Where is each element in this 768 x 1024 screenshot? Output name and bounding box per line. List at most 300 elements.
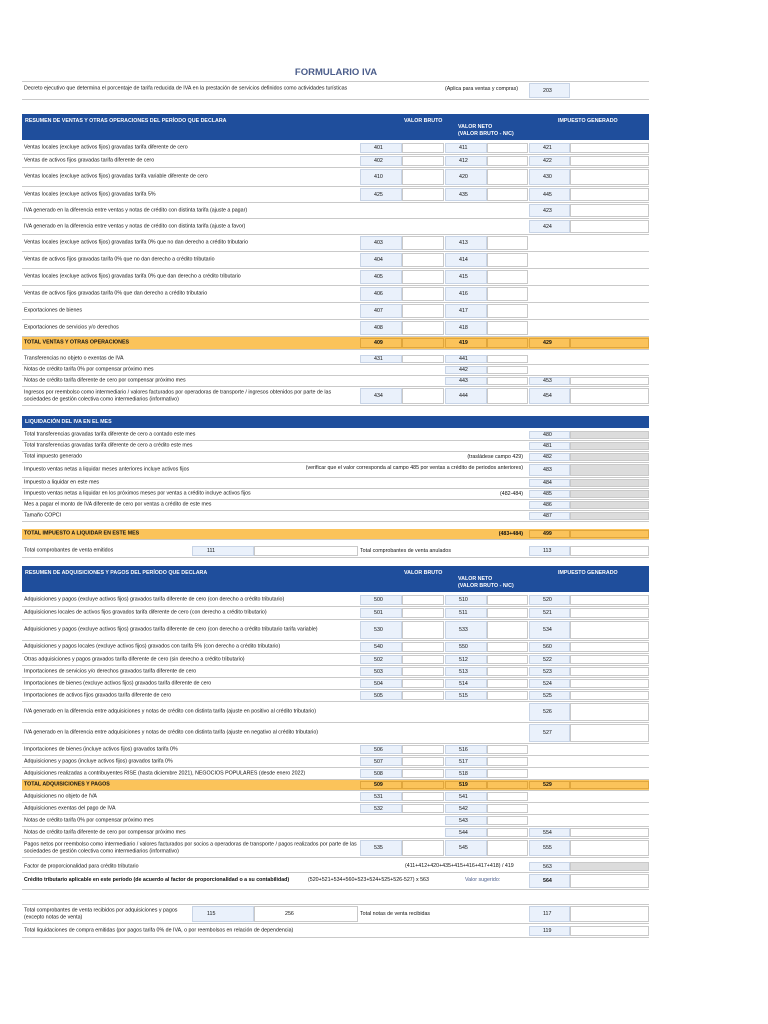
field-119[interactable]: 119 bbox=[529, 926, 570, 936]
field-422-value[interactable] bbox=[570, 156, 649, 166]
liq-row bbox=[22, 463, 649, 478]
row-label: Adquisiciones exentas del pago de IVA bbox=[24, 805, 116, 812]
field-409[interactable]: 409 bbox=[360, 338, 402, 348]
liquidaciones-compra-label: Total liquidaciones de compra emitidas (por pagos tarifa 0% de IVA, o por reembolsos en relación de dependencia) bbox=[24, 927, 294, 934]
field-529[interactable]: 529 bbox=[529, 781, 570, 789]
field-512-value[interactable] bbox=[487, 655, 528, 664]
field-514[interactable]: 514 bbox=[445, 679, 487, 688]
decreto-note: (Aplica para ventas y compras) bbox=[445, 86, 519, 92]
field-554[interactable]: 554 bbox=[529, 828, 570, 837]
row-label: Impuesto a liquidar en este mes bbox=[24, 479, 100, 486]
row-label: Total impuesto generado bbox=[24, 453, 83, 460]
liq-row bbox=[22, 441, 649, 452]
field-519[interactable]: 519 bbox=[445, 781, 487, 789]
field-408[interactable]: 408 bbox=[360, 321, 402, 335]
field-443[interactable]: 443 bbox=[445, 377, 487, 385]
field-402-value[interactable] bbox=[402, 156, 444, 166]
field-543[interactable]: 543 bbox=[445, 816, 487, 825]
field-410[interactable]: 410 bbox=[360, 169, 402, 185]
field-117-value[interactable] bbox=[570, 906, 649, 922]
field-408-value[interactable] bbox=[402, 321, 444, 335]
field-533[interactable]: 533 bbox=[445, 621, 487, 639]
field-511[interactable]: 511 bbox=[445, 608, 487, 618]
adq-header-neto: VALOR NETO bbox=[458, 576, 493, 582]
field-483[interactable]: 483 bbox=[529, 464, 570, 476]
field-419[interactable]: 419 bbox=[445, 338, 487, 348]
field-522[interactable]: 522 bbox=[529, 655, 570, 664]
field-483-value[interactable] bbox=[570, 464, 649, 476]
field-545[interactable]: 545 bbox=[445, 840, 487, 856]
field-423-value[interactable] bbox=[570, 204, 649, 217]
field-505-value[interactable] bbox=[402, 691, 444, 700]
field-409-value[interactable] bbox=[402, 338, 444, 348]
field-511-value[interactable] bbox=[487, 608, 528, 618]
decreto-label: Decreto ejecutivo que determina el porcentaje de tarifa reducida de IVA en la prestación de servicios definidos como actividades turísticas bbox=[24, 85, 348, 92]
field-417[interactable]: 417 bbox=[445, 304, 487, 318]
table-row bbox=[22, 666, 649, 678]
field-555[interactable]: 555 bbox=[529, 840, 570, 856]
row-label: Adquisiciones no objeto de IVA bbox=[24, 793, 97, 800]
field-506[interactable]: 506 bbox=[360, 745, 402, 754]
factor-formula: (411+412+420+435+415+416+417+418) / 419 bbox=[405, 863, 514, 869]
table-row bbox=[22, 791, 649, 803]
row-label: Adquisiciones y pagos (excluye activos fijos) gravados tarifa diferente de cero (con derecho a crédito tributario tarifa variable) bbox=[24, 626, 318, 633]
field-535-value[interactable] bbox=[402, 840, 444, 856]
field-544-value[interactable] bbox=[487, 828, 528, 837]
field-525[interactable]: 525 bbox=[529, 691, 570, 700]
field-415[interactable]: 415 bbox=[445, 270, 487, 284]
row-label: Exportaciones de servicios y/o derechos bbox=[24, 324, 119, 331]
credito-row bbox=[22, 873, 649, 890]
table-row bbox=[22, 320, 649, 337]
field-499[interactable]: 499 bbox=[529, 530, 570, 538]
field-563-value bbox=[570, 862, 649, 871]
row-label: TOTAL VENTAS Y OTRAS OPERACIONES bbox=[24, 339, 130, 346]
field-526[interactable]: 526 bbox=[529, 703, 570, 721]
field-509[interactable]: 509 bbox=[360, 781, 402, 789]
field-485[interactable]: 485 bbox=[529, 490, 570, 498]
field-540[interactable]: 540 bbox=[360, 642, 402, 652]
field-501-value[interactable] bbox=[402, 608, 444, 618]
field-503-value[interactable] bbox=[402, 667, 444, 676]
field-529-value[interactable] bbox=[570, 781, 649, 789]
table-row bbox=[22, 690, 649, 702]
liquidaciones-compra-row bbox=[22, 925, 649, 938]
field-423[interactable]: 423 bbox=[529, 204, 570, 217]
field-544[interactable]: 544 bbox=[445, 828, 487, 837]
field-543-value[interactable] bbox=[487, 816, 528, 825]
field-421-value[interactable] bbox=[570, 143, 649, 153]
field-508[interactable]: 508 bbox=[360, 769, 402, 778]
row-label: TOTAL ADQUISICIONES Y PAGOS bbox=[24, 781, 110, 788]
field-481[interactable]: 481 bbox=[529, 442, 570, 450]
field-554-value[interactable] bbox=[570, 828, 649, 837]
field-480-value[interactable] bbox=[570, 431, 649, 439]
ventas-header-bruto: VALOR BRUTO bbox=[404, 118, 443, 124]
field-531-value[interactable] bbox=[402, 792, 444, 801]
field-453-value[interactable] bbox=[570, 377, 649, 385]
table-row bbox=[22, 678, 649, 690]
field-509-value[interactable] bbox=[402, 781, 444, 789]
comprobantes-row bbox=[22, 545, 649, 558]
field-524-value[interactable] bbox=[570, 679, 649, 688]
row-label: Adquisiciones locales de activos fijos gravados tarifa diferente de cero (con derecho a crédito tributario) bbox=[24, 609, 267, 616]
field-503[interactable]: 503 bbox=[360, 667, 402, 676]
field-500[interactable]: 500 bbox=[360, 595, 402, 605]
row-label: IVA generado en la diferencia entre ventas y notas de crédito con distinta tarifa (ajuste a pagar) bbox=[24, 207, 248, 214]
field-425[interactable]: 425 bbox=[360, 188, 402, 201]
notas-venta-label: Total notas de venta recibidas bbox=[360, 911, 431, 917]
field-420[interactable]: 420 bbox=[445, 169, 487, 185]
row-label: Importaciones de bienes (excluye activos fijos) gravados tarifa diferente de cero bbox=[24, 680, 212, 687]
field-425-value[interactable] bbox=[402, 188, 444, 201]
field-414-value[interactable] bbox=[487, 253, 528, 267]
table-row bbox=[22, 286, 649, 303]
field-414[interactable]: 414 bbox=[445, 253, 487, 267]
field-115[interactable]: 115 bbox=[192, 906, 254, 922]
row-label: IVA generado en la diferencia entre adquisiciones y notas de crédito con distinta tarifa (ajuste en negativo al crédito tributario) bbox=[24, 729, 319, 736]
row-note: (483+484) bbox=[498, 531, 523, 537]
table-row bbox=[22, 620, 649, 641]
field-431-value[interactable] bbox=[402, 355, 444, 363]
table-row bbox=[22, 376, 649, 387]
field-415-value[interactable] bbox=[487, 270, 528, 284]
adq-header-neto-sub: (VALOR BRUTO - N/C) bbox=[458, 583, 514, 589]
field-515-value[interactable] bbox=[487, 691, 528, 700]
row-note: (482-484) bbox=[500, 491, 523, 497]
row-label: Total transferencias gravadas tarifa diferente de cero a contado este mes bbox=[24, 431, 196, 438]
field-504-value[interactable] bbox=[402, 679, 444, 688]
row-label: Impuesto ventas netas a liquidar en los próximos meses por ventas a crédito incluye activos fijos bbox=[24, 490, 251, 497]
liquidacion-header bbox=[22, 416, 649, 428]
field-410-value[interactable] bbox=[402, 169, 444, 185]
row-label: Ventas locales (excluye activos fijos) gravadas tarifa 0% que no dan derecho a crédito tributario bbox=[24, 239, 249, 246]
factor-row bbox=[22, 861, 649, 873]
field-482[interactable]: 482 bbox=[529, 453, 570, 461]
field-508-value[interactable] bbox=[402, 769, 444, 778]
row-label: Ventas de activos fijos gravadas tarifa 0% que dan derecho a crédito tributario bbox=[24, 290, 208, 297]
field-441[interactable]: 441 bbox=[445, 355, 487, 363]
table-row bbox=[22, 354, 649, 365]
table-row bbox=[22, 187, 649, 203]
field-542[interactable]: 542 bbox=[445, 804, 487, 813]
field-535[interactable]: 535 bbox=[360, 840, 402, 856]
table-row bbox=[22, 365, 649, 376]
row-label: IVA generado en la diferencia entre adquisiciones y notas de crédito con distinta tarifa (ajuste en positivo al crédito tributario) bbox=[24, 708, 316, 715]
field-404-value[interactable] bbox=[402, 253, 444, 267]
field-527[interactable]: 527 bbox=[529, 724, 570, 742]
field-515[interactable]: 515 bbox=[445, 691, 487, 700]
field-504[interactable]: 504 bbox=[360, 679, 402, 688]
field-550-value[interactable] bbox=[487, 642, 528, 652]
field-424[interactable]: 424 bbox=[529, 220, 570, 233]
liquidacion-header-title: LIQUIDACIÓN DEL IVA EN EL MES bbox=[25, 419, 112, 425]
field-418-value[interactable] bbox=[487, 321, 528, 335]
row-label: Adquisiciones y pagos (incluye activos fijos) gravados tarifa 0% bbox=[24, 758, 173, 765]
field-435-value[interactable] bbox=[487, 188, 528, 201]
field-555-value[interactable] bbox=[570, 840, 649, 856]
field-111[interactable]: 111 bbox=[192, 546, 254, 556]
field-413-value[interactable] bbox=[487, 236, 528, 250]
field-506-value[interactable] bbox=[402, 745, 444, 754]
row-note: (verificar que el valor corresponda al campo 485 por ventas a crédito de periodos anteriores) bbox=[305, 465, 523, 471]
row-label: Ingresos por reembolso como intermediario / valores facturados por operadoras de transporte / ingresos obtenidos por parte de las sociedades de gestión colectiva como intermediarios (informativo) bbox=[24, 389, 332, 402]
table-row bbox=[22, 235, 649, 252]
field-412-value[interactable] bbox=[487, 156, 528, 166]
field-545-value[interactable] bbox=[487, 840, 528, 856]
comprobantes-recibidos-label: Total comprobantes de venta recibidos por adquisiciones y pagos (excepto notas de venta) bbox=[24, 907, 178, 920]
table-row bbox=[22, 641, 649, 654]
field-419-value[interactable] bbox=[487, 338, 528, 348]
field-564[interactable]: 564 bbox=[529, 874, 570, 888]
field-429[interactable]: 429 bbox=[529, 338, 570, 348]
field-402[interactable]: 402 bbox=[360, 156, 402, 166]
row-label: Ventas locales (excluye activos fijos) gravadas tarifa diferente de cero bbox=[24, 144, 188, 151]
field-407[interactable]: 407 bbox=[360, 304, 402, 318]
field-441-value[interactable] bbox=[487, 355, 528, 363]
table-row bbox=[22, 756, 649, 768]
field-111-value[interactable] bbox=[254, 546, 358, 556]
field-507[interactable]: 507 bbox=[360, 757, 402, 766]
field-484[interactable]: 484 bbox=[529, 479, 570, 487]
table-row bbox=[22, 269, 649, 286]
field-527-value[interactable] bbox=[570, 724, 649, 742]
field-519-value[interactable] bbox=[487, 781, 528, 789]
field-435[interactable]: 435 bbox=[445, 188, 487, 201]
field-550[interactable]: 550 bbox=[445, 642, 487, 652]
field-563[interactable]: 563 bbox=[529, 862, 570, 871]
row-note: (trasládese campo 429) bbox=[467, 454, 523, 460]
adq-header-title: RESUMEN DE ADQUISICIONES Y PAGOS DEL PERÍODO QUE DECLARA bbox=[25, 570, 208, 576]
page-title: FORMULARIO IVA bbox=[294, 67, 378, 78]
adq-total-row bbox=[22, 780, 649, 791]
field-442-value[interactable] bbox=[487, 366, 528, 374]
field-445-value[interactable] bbox=[570, 188, 649, 201]
table-row bbox=[22, 654, 649, 666]
field-401-value[interactable] bbox=[402, 143, 444, 153]
field-516[interactable]: 516 bbox=[445, 745, 487, 754]
table-row bbox=[22, 607, 649, 620]
comprobantes-anulados-label: Total comprobantes de venta anulados bbox=[360, 548, 451, 554]
field-443-value[interactable] bbox=[487, 377, 528, 385]
field-516-value[interactable] bbox=[487, 745, 528, 754]
row-label: Mes a pagar el monto de IVA diferente de cero por ventas a crédito de este mes bbox=[24, 501, 212, 508]
liq-row bbox=[22, 500, 649, 511]
field-534[interactable]: 534 bbox=[529, 621, 570, 639]
table-row bbox=[22, 219, 649, 235]
field-521-value[interactable] bbox=[570, 608, 649, 618]
field-512[interactable]: 512 bbox=[445, 655, 487, 664]
field-113-value[interactable] bbox=[570, 546, 649, 556]
field-541[interactable]: 541 bbox=[445, 792, 487, 801]
field-531[interactable]: 531 bbox=[360, 792, 402, 801]
field-530-value[interactable] bbox=[402, 621, 444, 639]
field-513[interactable]: 513 bbox=[445, 667, 487, 676]
row-label: Transferencias no objeto o exentas de IVA bbox=[24, 355, 124, 362]
field-518-value[interactable] bbox=[487, 769, 528, 778]
table-row bbox=[22, 839, 649, 858]
field-482-value[interactable] bbox=[570, 453, 649, 461]
field-525-value[interactable] bbox=[570, 691, 649, 700]
field-421[interactable]: 421 bbox=[529, 143, 570, 153]
ventas-header bbox=[22, 114, 649, 140]
field-510-value[interactable] bbox=[487, 595, 528, 605]
field-499-value[interactable] bbox=[570, 530, 649, 538]
field-407-value[interactable] bbox=[402, 304, 444, 318]
field-422[interactable]: 422 bbox=[529, 156, 570, 166]
field-502-value[interactable] bbox=[402, 655, 444, 664]
field-514-value[interactable] bbox=[487, 679, 528, 688]
row-label: Notas de crédito tarifa diferente de cero por compensar próximo mes bbox=[24, 829, 186, 836]
field-517-value[interactable] bbox=[487, 757, 528, 766]
field-442[interactable]: 442 bbox=[445, 366, 487, 374]
field-117[interactable]: 117 bbox=[529, 906, 570, 922]
field-444[interactable]: 444 bbox=[445, 388, 487, 404]
comprobantes-emitidos-label: Total comprobantes de venta emitidos bbox=[24, 547, 114, 554]
ventas-total-row bbox=[22, 337, 649, 350]
field-532-value[interactable] bbox=[402, 804, 444, 813]
factor-label: Factor de proporcionalidad para crédito tributario bbox=[24, 863, 139, 870]
field-523-value[interactable] bbox=[570, 667, 649, 676]
field-412[interactable]: 412 bbox=[445, 156, 487, 166]
field-517[interactable]: 517 bbox=[445, 757, 487, 766]
table-row bbox=[22, 702, 649, 723]
field-487[interactable]: 487 bbox=[529, 512, 570, 520]
field-113[interactable]: 113 bbox=[529, 546, 570, 556]
field-513-value[interactable] bbox=[487, 667, 528, 676]
field-532[interactable]: 532 bbox=[360, 804, 402, 813]
table-row bbox=[22, 803, 649, 815]
field-542-value[interactable] bbox=[487, 804, 528, 813]
field-405[interactable]: 405 bbox=[360, 270, 402, 284]
liq-row bbox=[22, 430, 649, 441]
field-505[interactable]: 505 bbox=[360, 691, 402, 700]
row-label: Ventas locales (excluye activos fijos) gravadas tarifa variable diferente de cero bbox=[24, 173, 208, 180]
row-label: Adquisiciones y pagos locales (excluye activos fijos) gravados con tarifa 5% (con derecho a crédito tributario) bbox=[24, 643, 281, 650]
field-518[interactable]: 518 bbox=[445, 769, 487, 778]
table-row bbox=[22, 203, 649, 219]
table-row bbox=[22, 827, 649, 839]
row-label: Adquisiciones y pagos (excluye activos fijos) gravados tarifa diferente de cero (con derecho a crédito tributario) bbox=[24, 596, 285, 603]
field-401[interactable]: 401 bbox=[360, 143, 402, 153]
field-540-value[interactable] bbox=[402, 642, 444, 652]
field-430[interactable]: 430 bbox=[529, 169, 570, 185]
row-label: Pagos netos por reembolso como intermediario / valores facturados por socios a operadoras de transporte / pagos realizados por parte de las sociedades de gestión colectiva como intermediarios (informativo) bbox=[24, 841, 357, 854]
credito-label: Crédito tributario aplicable en este período (de acuerdo al factor de proporcionalidad o a su contabilidad) bbox=[24, 877, 290, 883]
field-520[interactable]: 520 bbox=[529, 595, 570, 605]
row-label: Ventas locales (excluye activos fijos) gravadas tarifa 5% bbox=[24, 191, 156, 198]
field-444-value[interactable] bbox=[487, 388, 528, 404]
field-485-value[interactable] bbox=[570, 490, 649, 498]
field-480[interactable]: 480 bbox=[529, 431, 570, 439]
ventas-header-title: RESUMEN DE VENTAS Y OTRAS OPERACIONES DEL PERÍODO QUE DECLARA bbox=[25, 118, 227, 124]
table-row bbox=[22, 252, 649, 269]
field-403-value[interactable] bbox=[402, 236, 444, 250]
field-424-value[interactable] bbox=[570, 220, 649, 233]
row-label: Ventas de activos fijos gravadas tarifa 0% que no dan derecho a crédito tributario bbox=[24, 256, 215, 263]
row-label: Otras adquisiciones y pagos gravados tarifa diferente de cero (sin derecho a crédito tributario) bbox=[24, 656, 245, 663]
field-434-value[interactable] bbox=[402, 388, 444, 404]
row-label: Importaciones de bienes (incluye activos fijos) gravados tarifa 0% bbox=[24, 746, 178, 753]
field-526-value[interactable] bbox=[570, 703, 649, 721]
field-521[interactable]: 521 bbox=[529, 608, 570, 618]
field-502[interactable]: 502 bbox=[360, 655, 402, 664]
field-524[interactable]: 524 bbox=[529, 679, 570, 688]
field-411-value[interactable] bbox=[487, 143, 528, 153]
field-445[interactable]: 445 bbox=[529, 188, 570, 201]
row-label: Importaciones de activos fijos gravados tarifa diferente de cero bbox=[24, 692, 172, 699]
field-413[interactable]: 413 bbox=[445, 236, 487, 250]
field-533-value[interactable] bbox=[487, 621, 528, 639]
field-416-value[interactable] bbox=[487, 287, 528, 301]
field-434[interactable]: 434 bbox=[360, 388, 402, 404]
field-411[interactable]: 411 bbox=[445, 143, 487, 153]
table-row bbox=[22, 303, 649, 320]
field-430-value[interactable] bbox=[570, 169, 649, 185]
field-510[interactable]: 510 bbox=[445, 595, 487, 605]
field-119-value[interactable] bbox=[570, 926, 649, 936]
field-418[interactable]: 418 bbox=[445, 321, 487, 335]
field-481-value[interactable] bbox=[570, 442, 649, 450]
field-560-value[interactable] bbox=[570, 642, 649, 652]
field-486-value[interactable] bbox=[570, 501, 649, 509]
row-label: Tamaño COPCI bbox=[24, 512, 62, 519]
field-406-value[interactable] bbox=[402, 287, 444, 301]
field-541-value[interactable] bbox=[487, 792, 528, 801]
credito-sugerido: Valor sugerido: bbox=[465, 877, 501, 883]
field-405-value[interactable] bbox=[402, 270, 444, 284]
ventas-header-neto: VALOR NETO bbox=[458, 124, 493, 130]
decreto-row bbox=[22, 81, 649, 100]
liquidacion-total-row bbox=[22, 529, 649, 540]
field-453[interactable]: 453 bbox=[529, 377, 570, 385]
ventas-header-neto-sub: (VALOR BRUTO - N/C) bbox=[458, 131, 514, 137]
table-row bbox=[22, 768, 649, 780]
field-501[interactable]: 501 bbox=[360, 608, 402, 618]
field-454-value[interactable] bbox=[570, 388, 649, 404]
field-520-value[interactable] bbox=[570, 595, 649, 605]
field-500-value[interactable] bbox=[402, 595, 444, 605]
field-431[interactable]: 431 bbox=[360, 355, 402, 363]
field-416[interactable]: 416 bbox=[445, 287, 487, 301]
field-417-value[interactable] bbox=[487, 304, 528, 318]
table-row bbox=[22, 155, 649, 168]
field-507-value[interactable] bbox=[402, 757, 444, 766]
table-row bbox=[22, 723, 649, 744]
row-label: Impuesto ventas netas a liquidar meses anteriores incluye activos fijos bbox=[24, 466, 190, 473]
field-256[interactable]: 256 bbox=[254, 906, 358, 922]
table-row bbox=[22, 142, 649, 155]
field-484-value[interactable] bbox=[570, 479, 649, 487]
field-530[interactable]: 530 bbox=[360, 621, 402, 639]
field-404[interactable]: 404 bbox=[360, 253, 402, 267]
row-label: TOTAL IMPUESTO A LIQUIDAR EN ESTE MES bbox=[24, 530, 140, 537]
field-429-value[interactable] bbox=[570, 338, 649, 348]
field-486[interactable]: 486 bbox=[529, 501, 570, 509]
field-560[interactable]: 560 bbox=[529, 642, 570, 652]
field-534-value[interactable] bbox=[570, 621, 649, 639]
field-203[interactable]: 203 bbox=[529, 83, 570, 98]
field-403[interactable]: 403 bbox=[360, 236, 402, 250]
adquisiciones-header bbox=[22, 566, 649, 592]
field-564-value[interactable] bbox=[570, 874, 649, 888]
field-522-value[interactable] bbox=[570, 655, 649, 664]
field-406[interactable]: 406 bbox=[360, 287, 402, 301]
field-420-value[interactable] bbox=[487, 169, 528, 185]
field-487-value[interactable] bbox=[570, 512, 649, 520]
field-454[interactable]: 454 bbox=[529, 388, 570, 404]
field-523[interactable]: 523 bbox=[529, 667, 570, 676]
